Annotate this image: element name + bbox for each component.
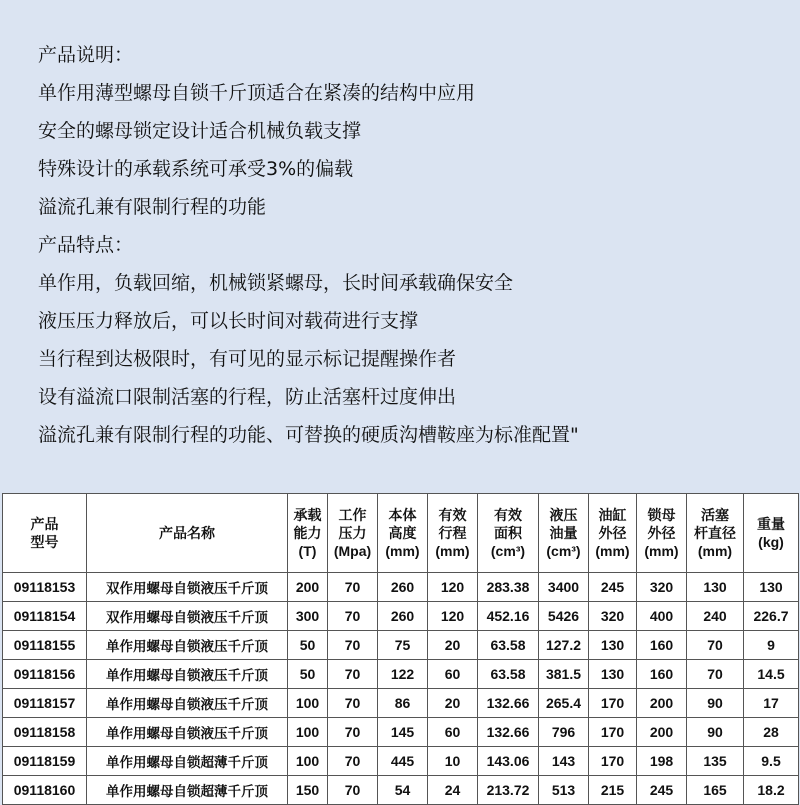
column-header-text: 油缸 [598, 507, 627, 523]
value-cell: 24 [428, 776, 478, 805]
column-header-text: 型号 [30, 534, 59, 550]
description-line: 单作用薄型螺母自锁千斤顶适合在紧凑的结构中应用 [38, 82, 476, 104]
column-header-text: (cm³) [490, 543, 526, 559]
table-row [3, 689, 799, 718]
value-cell: 63.58 [478, 631, 539, 660]
value-cell: 70 [687, 660, 744, 689]
column-header-text: 有效 [438, 507, 467, 523]
column-header [744, 494, 799, 573]
value-cell: 143 [539, 747, 589, 776]
product-name-cell: 单作用螺母自锁液压千斤顶 [87, 689, 288, 718]
value-cell: 226.7 [744, 602, 799, 631]
value-cell: 135 [687, 747, 744, 776]
value-cell: 63.58 [478, 660, 539, 689]
value-cell: 70 [328, 573, 378, 602]
value-cell: 213.72 [478, 776, 539, 805]
feature-line: 溢流孔兼有限制行程的功能、可替换的硬质沟槽鞍座为标准配置" [38, 424, 579, 446]
value-cell: 60 [428, 718, 478, 747]
value-cell: 132.66 [478, 689, 539, 718]
model-cell: 09118153 [3, 573, 87, 602]
value-cell: 265.4 [539, 689, 589, 718]
feature-line: 单作用，负载回缩，机械锁紧螺母，长时间承载确保安全 [38, 272, 514, 294]
column-header-text: 杆直径 [694, 525, 736, 541]
model-cell: 09118155 [3, 631, 87, 660]
column-header [87, 494, 288, 573]
column-header-text: 油量 [549, 525, 578, 541]
value-cell: 200 [637, 689, 687, 718]
value-cell: 122 [378, 660, 428, 689]
column-header-text: (mm) [644, 543, 679, 559]
value-cell: 198 [637, 747, 687, 776]
value-cell: 283.38 [478, 573, 539, 602]
value-cell: 320 [589, 602, 637, 631]
value-cell: 60 [428, 660, 478, 689]
column-header [478, 494, 539, 573]
value-cell: 170 [589, 718, 637, 747]
value-cell: 18.2 [744, 776, 799, 805]
value-cell: 130 [744, 573, 799, 602]
column-header-text: 能力 [293, 525, 322, 541]
value-cell: 120 [428, 602, 478, 631]
value-cell: 100 [288, 718, 328, 747]
value-cell: 245 [637, 776, 687, 805]
value-cell: 170 [589, 747, 637, 776]
value-cell: 130 [589, 660, 637, 689]
table-row [3, 776, 799, 805]
description-line: 溢流孔兼有限制行程的功能 [38, 196, 267, 218]
value-cell: 132.66 [478, 718, 539, 747]
value-cell: 200 [637, 718, 687, 747]
value-cell: 9.5 [744, 747, 799, 776]
value-cell: 14.5 [744, 660, 799, 689]
feature-line: 液压压力释放后，可以长时间对载荷进行支撑 [38, 310, 419, 332]
column-header [378, 494, 428, 573]
column-header-text: (Mpa) [333, 543, 372, 559]
value-cell: 50 [288, 660, 328, 689]
value-cell: 100 [288, 689, 328, 718]
table-body [3, 573, 799, 805]
table-row [3, 631, 799, 660]
column-header-text: 工作 [338, 507, 367, 523]
table-row [3, 573, 799, 602]
column-header-text: 行程 [438, 525, 467, 541]
description-line: 安全的螺母锁定设计适合机械负载支撑 [38, 120, 362, 142]
value-cell: 90 [687, 689, 744, 718]
column-header-text: 承载 [293, 507, 322, 523]
value-cell: 70 [687, 631, 744, 660]
value-cell: 165 [687, 776, 744, 805]
value-cell: 75 [378, 631, 428, 660]
value-cell: 240 [687, 602, 744, 631]
value-cell: 200 [288, 573, 328, 602]
feature-line: 设有溢流口限制活塞的行程，防止活塞杆过度伸出 [38, 386, 457, 408]
column-header [637, 494, 687, 573]
value-cell: 150 [288, 776, 328, 805]
product-name-cell: 双作用螺母自锁液压千斤顶 [87, 602, 288, 631]
column-header-text: (cm³) [546, 543, 581, 559]
value-cell: 513 [539, 776, 589, 805]
value-cell: 90 [687, 718, 744, 747]
product-name-cell: 单作用螺母自锁液压千斤顶 [87, 718, 288, 747]
model-cell: 09118159 [3, 747, 87, 776]
value-cell: 50 [288, 631, 328, 660]
product-name-cell: 单作用螺母自锁超薄千斤顶 [87, 747, 288, 776]
value-cell: 70 [328, 660, 378, 689]
value-cell: 54 [378, 776, 428, 805]
description-line: 特殊设计的承载系统可承受3%的偏载 [38, 158, 354, 180]
value-cell: 300 [288, 602, 328, 631]
value-cell: 100 [288, 747, 328, 776]
value-cell: 70 [328, 602, 378, 631]
column-header-text: 压力 [338, 525, 367, 541]
value-cell: 28 [744, 718, 799, 747]
column-header-text: (mm) [595, 543, 630, 559]
value-cell: 17 [744, 689, 799, 718]
value-cell: 10 [428, 747, 478, 776]
product-name-cell: 单作用螺母自锁液压千斤顶 [87, 631, 288, 660]
column-header-text: (kg) [758, 534, 784, 550]
column-header-text: 锁母 [647, 507, 676, 523]
value-cell: 160 [637, 631, 687, 660]
value-cell: 20 [428, 631, 478, 660]
column-header-text: 外径 [598, 525, 627, 541]
column-header-text: (mm) [697, 543, 733, 559]
product-name-cell: 单作用螺母自锁超薄千斤顶 [87, 776, 288, 805]
value-cell: 143.06 [478, 747, 539, 776]
model-cell: 09118158 [3, 718, 87, 747]
value-cell: 170 [589, 689, 637, 718]
value-cell: 145 [378, 718, 428, 747]
column-header [328, 494, 378, 573]
table-row [3, 718, 799, 747]
column-header [288, 494, 328, 573]
value-cell: 130 [687, 573, 744, 602]
value-cell: 3400 [539, 573, 589, 602]
value-cell: 796 [539, 718, 589, 747]
model-cell: 09118156 [3, 660, 87, 689]
table-row [3, 602, 799, 631]
value-cell: 160 [637, 660, 687, 689]
column-header-text: 产品 [30, 516, 59, 532]
column-header [589, 494, 637, 573]
value-cell: 215 [589, 776, 637, 805]
column-header [3, 494, 87, 573]
value-cell: 70 [328, 776, 378, 805]
value-cell: 9 [744, 631, 799, 660]
value-cell: 120 [428, 573, 478, 602]
column-header-text: (mm) [435, 543, 470, 559]
value-cell: 130 [589, 631, 637, 660]
value-cell: 381.5 [539, 660, 589, 689]
features-heading: 产品特点： [38, 234, 134, 256]
value-cell: 86 [378, 689, 428, 718]
column-header [428, 494, 478, 573]
value-cell: 70 [328, 747, 378, 776]
value-cell: 245 [589, 573, 637, 602]
column-header-text: 重量 [757, 516, 785, 532]
value-cell: 445 [378, 747, 428, 776]
value-cell: 127.2 [539, 631, 589, 660]
column-header-text: 外径 [647, 525, 676, 541]
value-cell: 20 [428, 689, 478, 718]
model-cell: 09118157 [3, 689, 87, 718]
column-header-text: 产品名称 [159, 525, 215, 541]
value-cell: 452.16 [478, 602, 539, 631]
value-cell: 260 [378, 573, 428, 602]
column-header-text: 有效 [494, 507, 522, 523]
column-header-text: 本体 [388, 507, 417, 523]
feature-line: 当行程到达极限时，有可见的显示标记提醒操作者 [38, 348, 457, 370]
model-cell: 09118154 [3, 602, 87, 631]
product-description [38, 36, 579, 454]
value-cell: 320 [637, 573, 687, 602]
column-header [539, 494, 589, 573]
table-row [3, 660, 799, 689]
column-header-text: 液压 [549, 507, 578, 523]
product-name-cell: 单作用螺母自锁液压千斤顶 [87, 660, 288, 689]
model-cell: 09118160 [3, 776, 87, 805]
table-header-row [3, 494, 799, 573]
column-header [687, 494, 744, 573]
value-cell: 70 [328, 718, 378, 747]
value-cell: 5426 [539, 602, 589, 631]
description-heading: 产品说明： [38, 44, 134, 66]
value-cell: 260 [378, 602, 428, 631]
column-header-text: (mm) [385, 543, 420, 559]
column-header-text: (T) [298, 543, 317, 559]
spec-table [2, 493, 799, 805]
column-header-text: 活塞 [701, 507, 729, 523]
column-header-text: 高度 [388, 525, 417, 541]
value-cell: 400 [637, 602, 687, 631]
value-cell: 70 [328, 631, 378, 660]
table-row [3, 747, 799, 776]
product-name-cell: 双作用螺母自锁液压千斤顶 [87, 573, 288, 602]
column-header-text: 面积 [494, 525, 522, 541]
value-cell: 70 [328, 689, 378, 718]
